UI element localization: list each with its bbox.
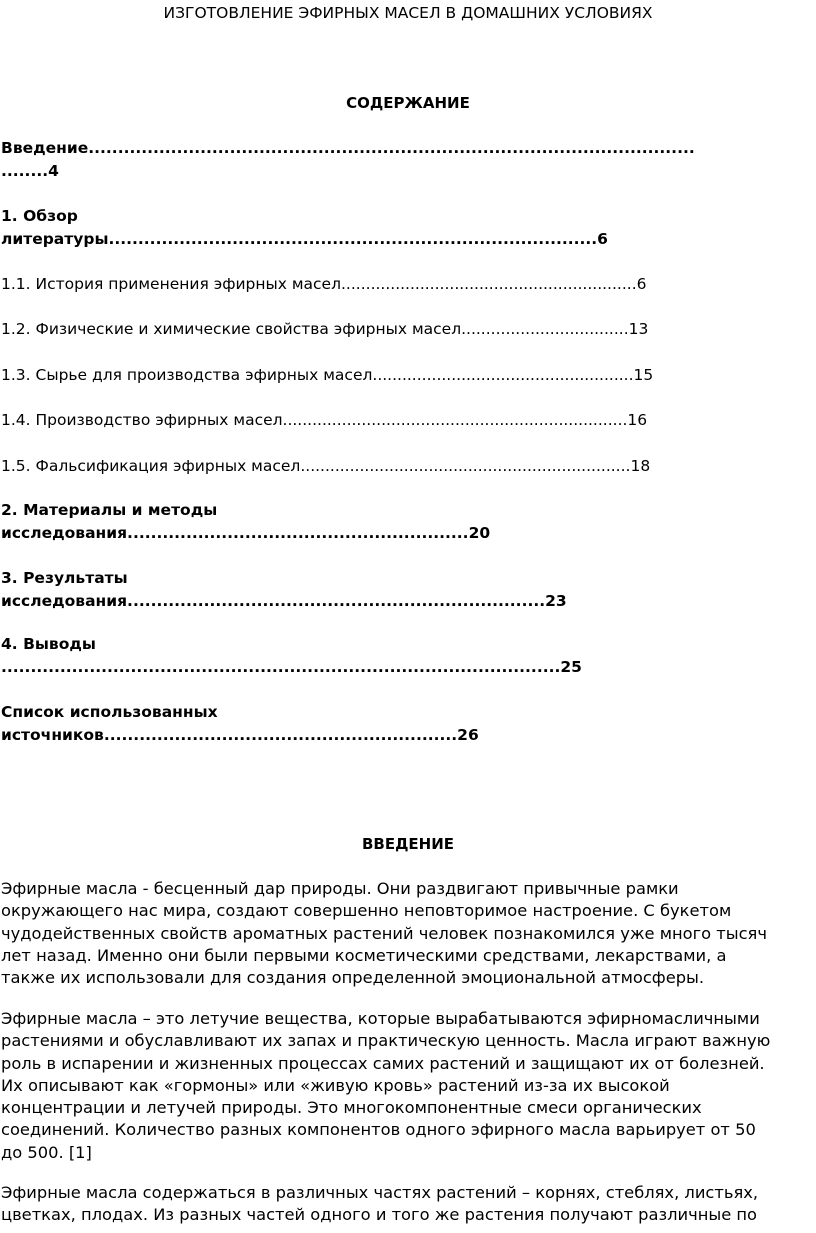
toc-entry-introduction: Введение....................................................................................................... ........4 xyxy=(1,139,695,180)
toc-entry-1-4: 1.4. Производство эфирных масел......................................................................16 xyxy=(1,411,648,429)
toc-heading: СОДЕРЖАНИЕ xyxy=(346,94,470,112)
intro-heading: ВВЕДЕНИЕ xyxy=(361,835,455,853)
paragraph-line: чудодейственных свойств ароматных растений человек познакомился уже много тысяч xyxy=(1,923,767,943)
paragraph-line: цветках, плодах. Из разных частей одного и того же растения получают различные по xyxy=(1,1205,758,1225)
paragraph-line: также их использовали для создания определенной эмоциональной атмосферы. xyxy=(1,968,705,988)
intro-paragraph-1 xyxy=(1,878,815,989)
paragraph-line: концентрации и летучей природы. Это многокомпонентные смеси органических xyxy=(1,1098,702,1118)
paragraph-line: роль в испарении и жизненных процессах самих растений и защищают их от болезней. xyxy=(1,1053,765,1073)
toc-entry-1-5: 1.5. Фальсификация эфирных масел...................................................................18 xyxy=(1,457,651,475)
paragraph-line: до 500. [1] xyxy=(1,1142,92,1162)
toc-entry-1-1: 1.1. История применения эфирных масел............................................................6 xyxy=(1,275,647,293)
toc-entry-1-3: 1.3. Сырье для производства эфирных масел.....................................................15 xyxy=(1,366,654,384)
paragraph-line: растениями и обуславливают их запах и практическую ценность. Масла играют важную xyxy=(1,1031,771,1051)
intro-paragraph-2 xyxy=(1,1008,815,1164)
paragraph-line: Эфирные масла - бесценный дар природы. Они раздвигают привычные рамки xyxy=(1,879,679,898)
toc-entry-materials-methods: 2. Материалы и методы исследования..........................................................20 xyxy=(1,501,491,542)
paragraph-line: Эфирные масла – это летучие вещества, которые вырабатываются эфирномасличными xyxy=(1,1009,760,1028)
toc-entry-results: 3. Результаты исследования.......................................................................23 xyxy=(1,569,567,610)
paragraph-line: Их описывают как «гормоны» или «живую кровь» растений из-за их высокой xyxy=(1,1075,670,1095)
intro-paragraph-3 xyxy=(1,1182,815,1227)
paragraph-line: окружающего нас мира, создают совершенно неповторимое настроение. С букетом xyxy=(1,901,732,921)
paragraph-line: соединений. Количество разных компонентов одного эфирного масла варьирует от 50 xyxy=(1,1120,756,1140)
document-header: ИЗГОТОВЛЕНИЕ ЭФИРНЫХ МАСЕЛ В ДОМАШНИХ УСЛОВИЯХ xyxy=(163,4,653,22)
paragraph-line: Эфирные масла содержаться в различных частях растений – корнях, стеблях, листьях, xyxy=(1,1183,759,1202)
toc-entry-1-2: 1.2. Физические и химические свойства эфирных масел..................................13 xyxy=(1,320,649,338)
paragraph-line: лет назад. Именно они были первыми косметическими средствами, лекарствами, а xyxy=(1,945,727,965)
toc-entry-references: Список использованных источников............................................................26 xyxy=(1,703,479,744)
toc-entry-conclusions: 4. Выводы ...............................................................................................25 xyxy=(1,635,582,676)
toc-entry-literature-review: 1. Обзор литературы...................................................................................6 xyxy=(1,207,608,248)
